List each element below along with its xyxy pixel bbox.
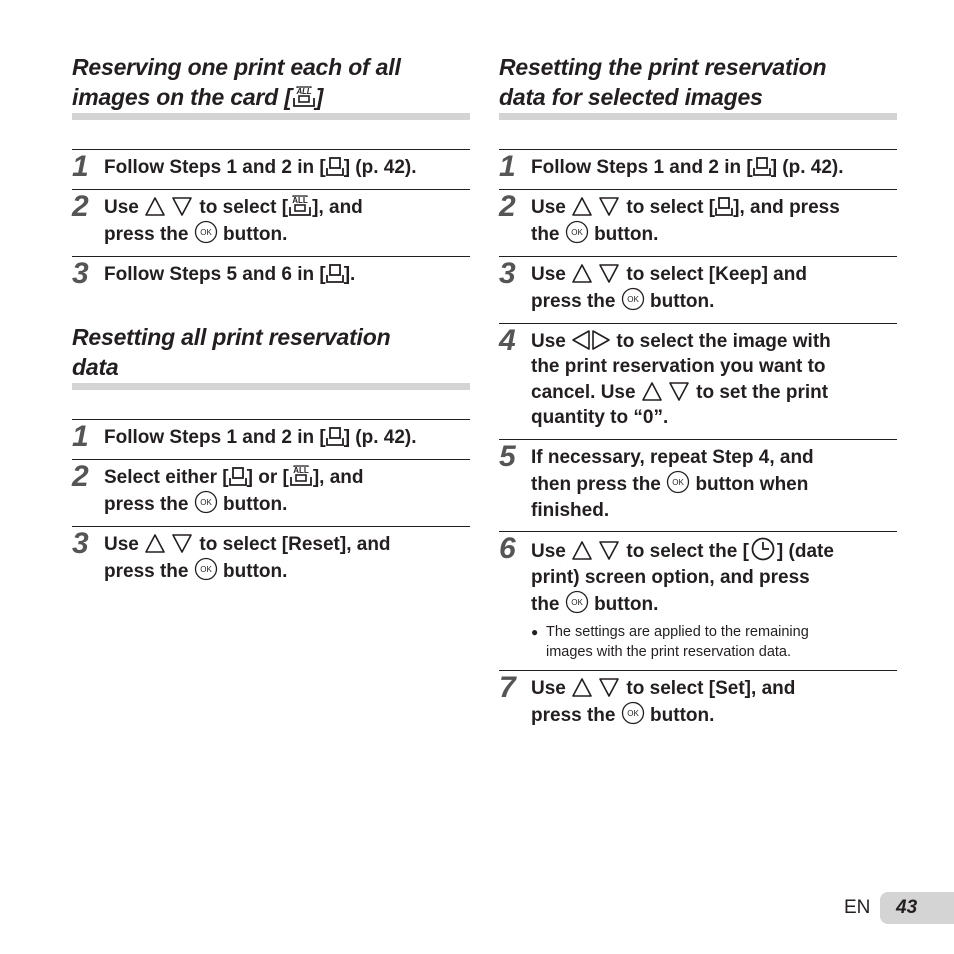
section-title-reset-all — [72, 322, 470, 390]
title-text: images on the card [ — [72, 84, 292, 110]
ok-button-icon — [194, 557, 218, 581]
step-number: 7 — [499, 670, 516, 704]
step-text: ]. — [343, 263, 356, 285]
left-right-arrows-icon — [571, 329, 611, 351]
step-text: button when — [695, 474, 809, 495]
step-number: 6 — [499, 532, 516, 565]
page-number: 43 — [896, 897, 918, 918]
step-text: cancel. Use — [531, 381, 636, 403]
up-down-arrows-icon — [641, 380, 691, 402]
step-text: Follow Steps 5 and 6 in [ — [104, 263, 326, 285]
step-text: to select [ — [199, 196, 289, 218]
step-text: press the — [104, 224, 189, 245]
title-line: Reserving one print each of all — [72, 54, 401, 80]
ok-button-icon — [666, 470, 690, 494]
ok-button-icon — [621, 701, 645, 725]
step-number: 2 — [72, 189, 89, 223]
step-number: 5 — [499, 439, 516, 473]
print-icon — [326, 427, 344, 447]
step-1 — [72, 149, 470, 189]
step-text: ] (p. 42). — [343, 157, 417, 178]
step-number: 2 — [72, 459, 89, 493]
step-text: to select [Keep] and — [626, 263, 807, 285]
step-text: Use — [531, 330, 566, 352]
step-number: 1 — [499, 150, 516, 183]
step-3 — [72, 526, 470, 593]
step-text: press the — [531, 705, 616, 726]
step-text: to select the image with — [616, 330, 831, 352]
step-text: Follow Steps 1 and 2 in [ — [104, 427, 326, 448]
step-text: Select either [ — [104, 466, 229, 488]
section-title-reset-selected — [499, 52, 897, 120]
print-all-icon — [288, 195, 312, 217]
step-text: button. — [650, 291, 715, 312]
step-text: button. — [223, 561, 288, 582]
title-line: data for selected images — [499, 84, 763, 110]
step-text: Follow Steps 1 and 2 in [ — [531, 157, 753, 178]
print-all-icon — [292, 86, 316, 108]
print-icon — [715, 197, 733, 217]
ok-button-icon — [565, 220, 589, 244]
step-2 — [72, 189, 470, 256]
section-title-reserve-all — [72, 52, 470, 120]
up-down-arrows-icon — [571, 195, 621, 217]
title-line: Resetting the print reservation — [499, 54, 827, 80]
step-text: button. — [223, 494, 288, 515]
step-text: Use — [104, 533, 139, 555]
step-text: to select [Set], and — [626, 677, 796, 699]
step-6 — [499, 531, 897, 670]
step-text: Use — [531, 196, 566, 218]
step-text: Follow Steps 1 and 2 in [ — [104, 157, 326, 178]
step-text: Use — [104, 196, 139, 218]
step-number: 3 — [72, 256, 89, 290]
step-text: then press the — [531, 474, 661, 495]
step-number: 3 — [72, 526, 89, 560]
print-icon — [326, 157, 344, 177]
title-text: ] — [315, 84, 324, 110]
left-column — [72, 52, 470, 593]
language-label: EN — [844, 897, 871, 918]
up-down-arrows-icon — [571, 539, 621, 561]
step-3 — [72, 256, 470, 296]
step-text: press the — [104, 561, 189, 582]
title-line — [72, 82, 470, 112]
up-down-arrows-icon — [144, 532, 194, 554]
step-4 — [499, 323, 897, 439]
step-3 — [499, 256, 897, 323]
step-5 — [499, 439, 897, 532]
step-text: print) screen option, and press — [531, 566, 810, 588]
step-text: the print reservation you want to — [531, 356, 826, 377]
ok-button-icon — [194, 490, 218, 514]
step-text: to set the print — [696, 381, 829, 403]
step-text: ] or [ — [246, 466, 289, 488]
right-column — [499, 52, 897, 737]
step-number: 3 — [499, 256, 516, 290]
print-icon — [229, 467, 247, 487]
note-text: The settings are applied to the remaining — [546, 623, 809, 640]
step-text: finished. — [531, 499, 610, 521]
step-text: quantity to “0”. — [531, 407, 669, 428]
step-text: the — [531, 224, 560, 245]
up-down-arrows-icon — [144, 195, 194, 217]
step-number: 1 — [72, 420, 89, 453]
date-print-icon — [749, 537, 777, 561]
step-text: If necessary, repeat Step 4, and — [531, 446, 814, 468]
step-text: the — [531, 594, 560, 615]
print-icon — [753, 157, 771, 177]
step-text: Use — [531, 263, 566, 285]
step-text: ] (p. 42). — [770, 157, 844, 178]
step-text: ], and press — [733, 196, 840, 218]
print-icon — [326, 264, 344, 284]
step-text: button. — [594, 594, 659, 615]
step-text: ] (date — [776, 541, 834, 562]
title-line: Resetting all print reservation — [72, 324, 391, 350]
step-number: 2 — [499, 189, 516, 223]
print-all-icon — [289, 465, 313, 487]
bullet-icon: ● — [531, 624, 539, 639]
step-text: Use — [531, 677, 566, 699]
step-text: button. — [650, 705, 715, 726]
step-text: to select the [ — [626, 541, 749, 562]
ok-button-icon — [194, 220, 218, 244]
step-7 — [499, 670, 897, 737]
step-text: button. — [223, 224, 288, 245]
step-number: 4 — [499, 323, 516, 357]
step-text: ] (p. 42). — [343, 427, 417, 448]
ok-button-icon — [565, 590, 589, 614]
page-footer — [844, 892, 954, 924]
step-2 — [499, 189, 897, 256]
step-note — [531, 622, 897, 662]
step-1 — [499, 149, 897, 189]
up-down-arrows-icon — [571, 676, 621, 698]
title-line: data — [72, 354, 119, 380]
step-text: to select [Reset], and — [199, 533, 391, 555]
step-text: press the — [531, 291, 616, 312]
step-text: ], and — [312, 466, 364, 488]
step-text: Use — [531, 541, 566, 562]
step-2 — [72, 459, 470, 526]
page-number-tab — [880, 892, 954, 924]
step-text: press the — [104, 494, 189, 515]
step-text: button. — [594, 224, 659, 245]
step-text: to select [ — [626, 196, 716, 218]
ok-button-icon — [621, 287, 645, 311]
note-text: images with the print reservation data. — [546, 643, 792, 660]
step-number: 1 — [72, 150, 89, 183]
up-down-arrows-icon — [571, 262, 621, 284]
step-1 — [72, 419, 470, 459]
step-text: ], and — [312, 196, 363, 218]
